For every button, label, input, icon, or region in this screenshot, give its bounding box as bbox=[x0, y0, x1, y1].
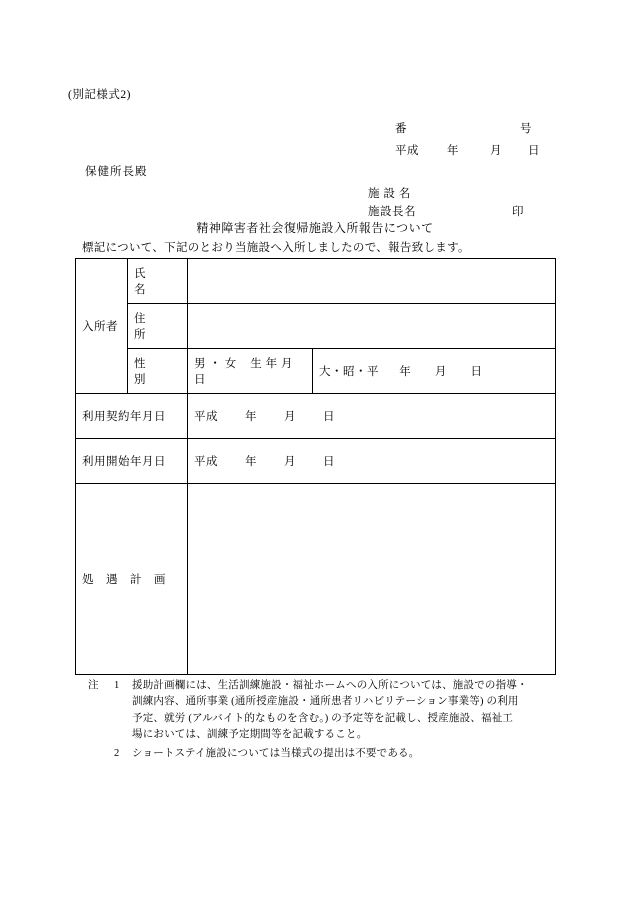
gender-options[interactable] bbox=[188, 349, 313, 394]
birth-year: 年 bbox=[399, 366, 412, 378]
address-value[interactable] bbox=[188, 304, 556, 349]
note-line: 予定、就労 (アルバイト的なものを含む。) の予定等を記載し、授産施設、福祉工 bbox=[132, 712, 514, 724]
gender-options-text: 男 ・ 女 bbox=[194, 358, 237, 370]
table-row bbox=[76, 304, 556, 349]
header-month: 月 bbox=[490, 145, 502, 157]
header-year: 年 bbox=[447, 145, 459, 157]
header-era: 平成 bbox=[395, 145, 419, 157]
plan-label: 処 遇 計 画 bbox=[76, 484, 188, 675]
seal-mark: 印 bbox=[512, 206, 524, 218]
table-row bbox=[76, 484, 556, 675]
birth-era-options: 大・昭・平 bbox=[319, 366, 379, 378]
header-day: 日 bbox=[528, 145, 540, 157]
facility-head-label: 施設長名 bbox=[368, 206, 416, 218]
page-title: 精神障害者社会復帰施設入所報告について bbox=[196, 221, 434, 235]
name-value[interactable] bbox=[188, 259, 556, 304]
contract-era: 平成 bbox=[194, 411, 218, 423]
table-row bbox=[76, 394, 556, 439]
note-number: 1 bbox=[114, 680, 120, 691]
name-label: 氏 名 bbox=[128, 259, 188, 304]
note-line: 場においては、訓練予定期間等を記載すること。 bbox=[132, 728, 368, 740]
note-line: ショートステイ施設については当様式の提出は不要である。 bbox=[132, 748, 420, 760]
contract-year: 年 bbox=[245, 411, 257, 423]
table-row bbox=[76, 349, 556, 394]
number-suffix: 号 bbox=[520, 123, 532, 135]
birth-label: 生 年 月 日 bbox=[194, 358, 293, 386]
start-day: 日 bbox=[323, 456, 335, 468]
table-row bbox=[76, 439, 556, 484]
number-label: 番 bbox=[395, 123, 407, 135]
start-date-value[interactable] bbox=[188, 439, 556, 484]
start-month: 月 bbox=[284, 456, 296, 468]
contract-day: 日 bbox=[323, 411, 335, 423]
start-date-label: 利用開始年月日 bbox=[76, 439, 188, 484]
notes-label: 注 bbox=[88, 680, 99, 691]
table-row bbox=[76, 259, 556, 304]
resident-label: 入所者 bbox=[76, 259, 128, 394]
note-line: 援助計画欄には、生活訓練施設・福祉ホームへの入所については、施設での指導・ bbox=[132, 680, 528, 691]
note-number: 2 bbox=[114, 748, 120, 760]
contract-month: 月 bbox=[284, 411, 296, 423]
start-era: 平成 bbox=[194, 456, 218, 468]
addressee: 保健所長殿 bbox=[85, 166, 148, 178]
start-year: 年 bbox=[245, 456, 257, 468]
birth-date-cell[interactable] bbox=[313, 349, 556, 394]
contract-date-label: 利用契約年月日 bbox=[76, 394, 188, 439]
note-item bbox=[88, 746, 568, 762]
birth-month: 月 bbox=[434, 366, 447, 378]
facility-name-label: 施 設 名 bbox=[368, 188, 411, 200]
lead-text: 標記について、下記のとおり当施設へ入所しましたので、報告致します。 bbox=[82, 242, 470, 254]
report-table bbox=[75, 258, 556, 675]
plan-value[interactable] bbox=[188, 484, 556, 675]
note-line: 訓練内容、通所事業 (通所授産施設・通所患者リハビリテーション事業等) の利用 bbox=[132, 696, 519, 708]
gender-label: 性 別 bbox=[128, 349, 188, 394]
notes-section bbox=[88, 678, 568, 764]
note-item bbox=[88, 678, 568, 743]
birth-day: 日 bbox=[470, 366, 483, 378]
address-label: 住 所 bbox=[128, 304, 188, 349]
contract-date-value[interactable] bbox=[188, 394, 556, 439]
form-id: (別記様式2) bbox=[68, 89, 131, 101]
